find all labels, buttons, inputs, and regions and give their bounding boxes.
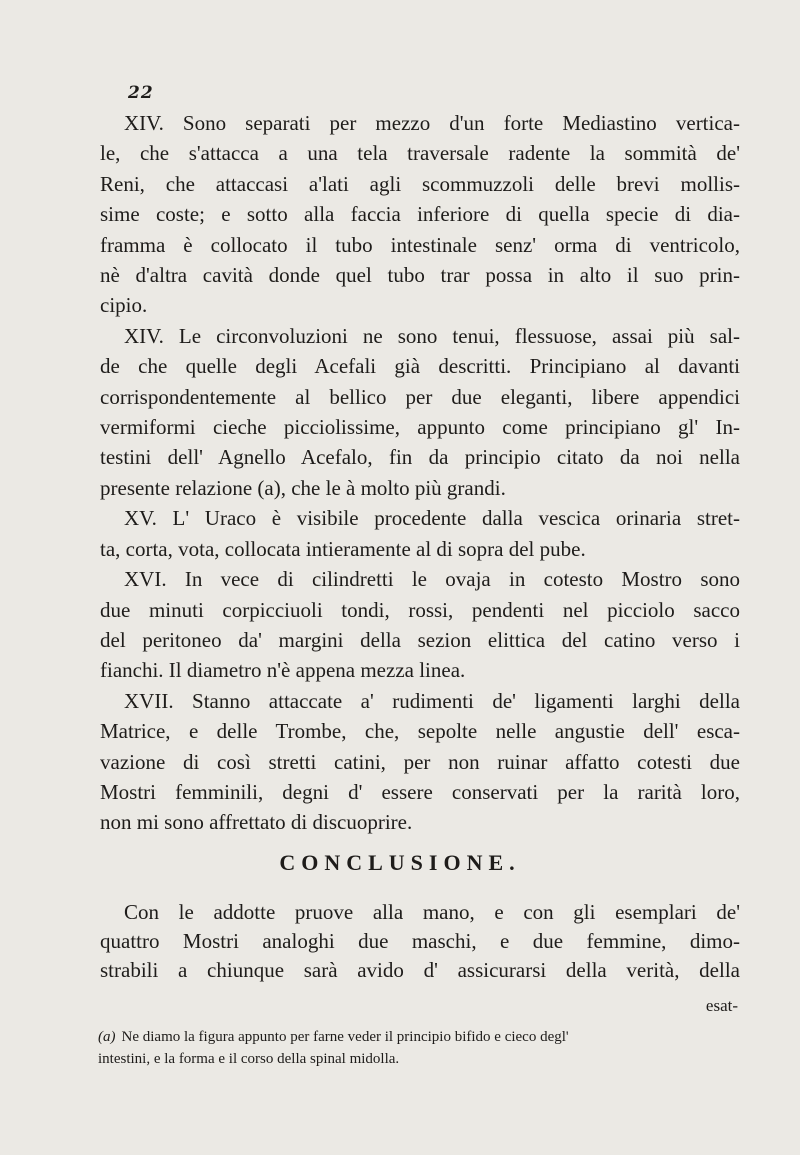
paragraph — [100, 503, 740, 564]
text-line: XIV. Le circonvoluzioni ne sono tenui, flessuose, assai più sal- — [124, 323, 740, 348]
paragraph — [100, 108, 740, 321]
paragraph — [100, 686, 740, 838]
text-line: vazione di così stretti catini, per non ruinar affatto cotesti due — [100, 749, 740, 774]
text-line: framma è collocato il tubo intestinale senz' orma di ventricolo, — [100, 232, 740, 257]
footnote-line — [98, 1026, 738, 1048]
text-line: del peritoneo da' margini della sezion elittica del catino verso i — [100, 627, 740, 652]
footnote-text: Ne diamo la figura appunto per farne veder il principio bifido e cieco degl' — [121, 1029, 569, 1045]
text-line: presente relazione (a), che le à molto più grandi. — [100, 475, 506, 500]
footnote-mark: (a) — [98, 1029, 116, 1045]
text-line: Matrice, e delle Trombe, che, sepolte nelle angustie dell' esca- — [100, 719, 740, 744]
text-line: XIV. Sono separati per mezzo d'un forte Mediastino vertica- — [124, 111, 740, 135]
text-line: quattro Mostri analoghi due maschi, e due femmine, dimo- — [100, 929, 740, 953]
text-line: XVII. Stanno attaccate a' rudimenti de' ligamenti larghi della — [124, 688, 740, 713]
section-heading: CONCLUSIONE. — [279, 850, 521, 875]
catchword: esat- — [705, 996, 738, 1015]
text-line: le, che s'attacca a una tela traversale radente la sommità de' — [100, 141, 740, 166]
footnote-text: intestini, e la forma e il corso della spinal midolla. — [98, 1051, 400, 1067]
text-line: sime coste; e sotto alla faccia inferiore di quella specie di dia- — [100, 202, 740, 227]
text-line: XVI. In vece di cilindretti le ovaja in cotesto Mostro sono — [124, 567, 740, 592]
paragraph — [100, 564, 740, 686]
footnote-line — [98, 1048, 738, 1070]
page-number: 22 — [128, 83, 154, 103]
text-line: non mi sono affrettato di discuoprire. — [100, 810, 413, 835]
text-line: fianchi. Il diametro n'è appena mezza linea. — [100, 658, 466, 683]
text-line: XV. L' Uraco è visibile procedente dalla vescica orinaria stret- — [124, 506, 740, 531]
text-line: vermiformi cieche picciolissime, appunto come principiano gl' In- — [100, 415, 740, 440]
text-line: testini dell' Agnello Acefalo, fin da principio citato da noi nella — [100, 445, 740, 470]
text-line: nè d'altra cavità donde quel tubo trar possa in alto il suo prin- — [100, 263, 740, 288]
paragraph — [100, 321, 740, 503]
conclusion-text — [100, 898, 740, 985]
text-line: Mostri femminili, degni d' essere conservati per la rarità loro, — [100, 779, 740, 804]
text-line: ta, corta, vota, collocata intieramente al di sopra del pube. — [100, 536, 586, 561]
text-line: due minuti corpicciuoli tondi, rossi, pendenti nel picciolo sacco — [100, 597, 740, 622]
footnote — [98, 1026, 738, 1070]
text-line: strabili a chiunque sarà avido d' assicurarsi della verità, della — [100, 958, 740, 982]
text-line: corrispondentemente al bellico per due eleganti, libere appendici — [100, 384, 740, 409]
text-line: Con le addotte pruove alla mano, e con gli esemplari de' — [124, 900, 740, 924]
text-line: cipio. — [100, 293, 148, 318]
body-text — [100, 108, 740, 838]
text-line: Reni, che attaccasi a'lati agli scommuzzoli delle brevi mollis- — [100, 171, 740, 196]
text-line: de che quelle degli Acefali già descritti. Principiano al davanti — [100, 354, 740, 379]
